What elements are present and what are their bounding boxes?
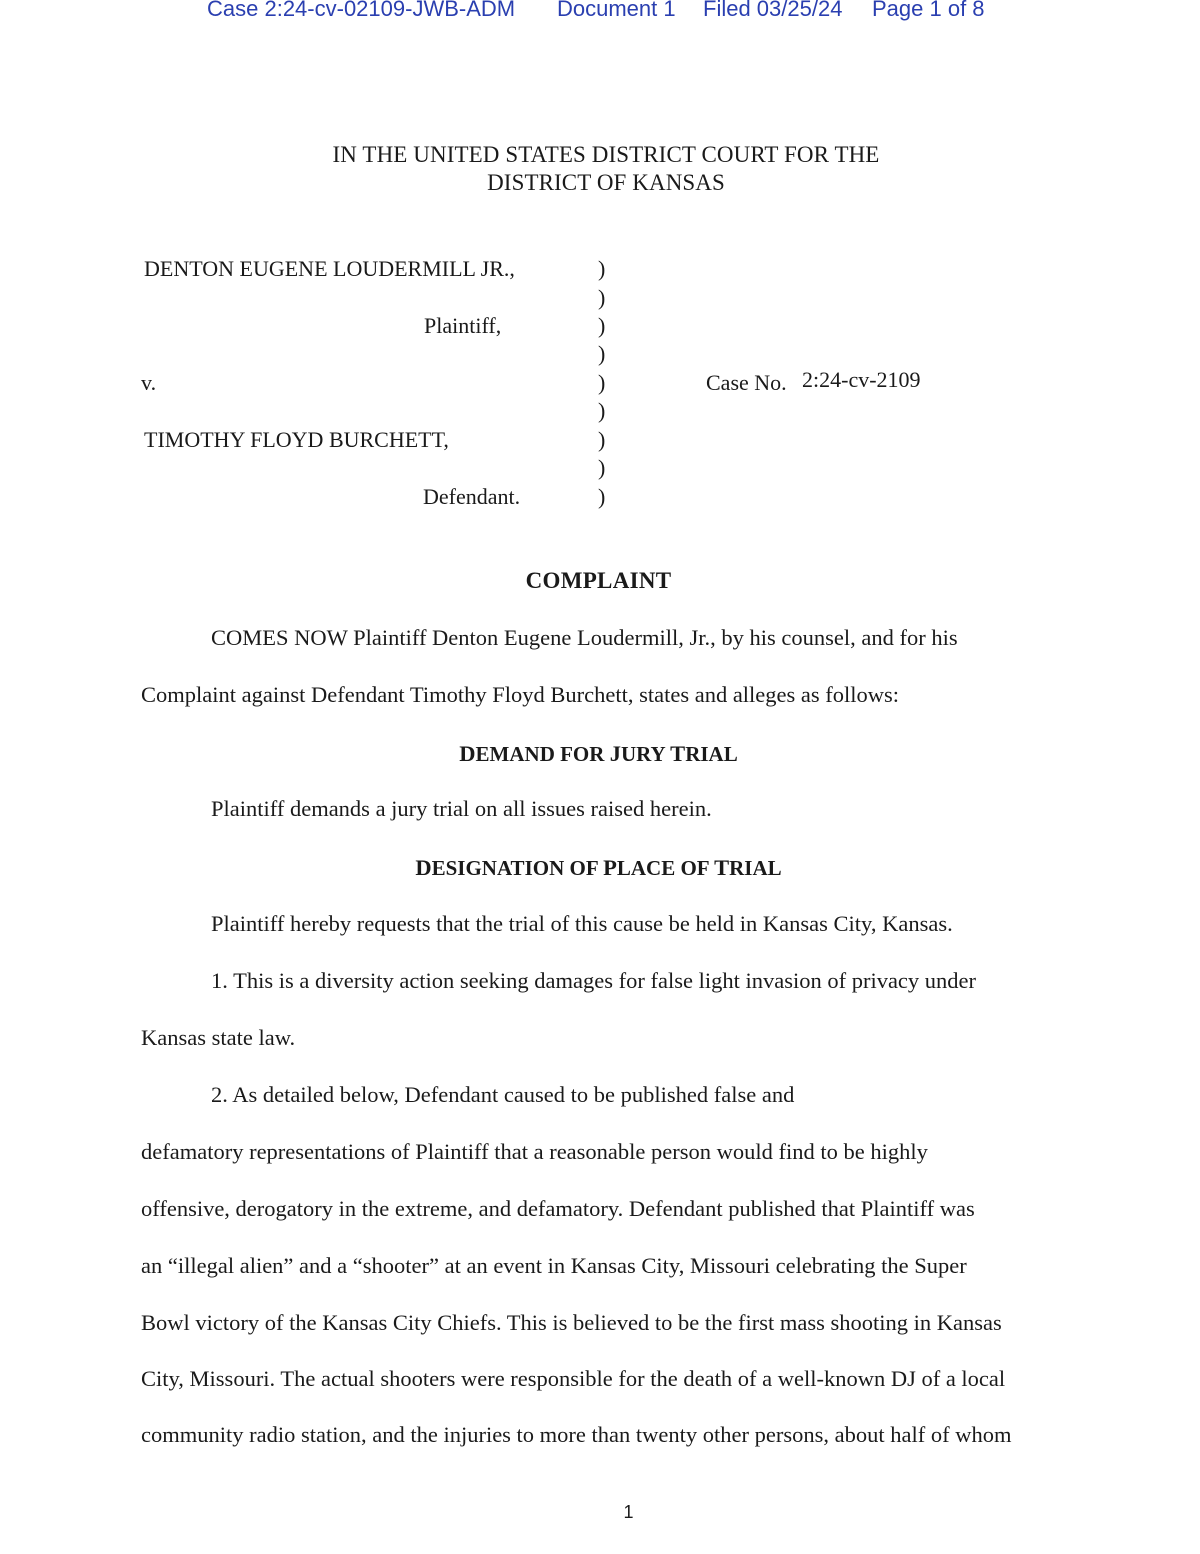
- caption-paren: ): [598, 313, 606, 338]
- heading-initial: D: [459, 741, 476, 766]
- caption-paren: ): [598, 256, 606, 281]
- heading-initial: P: [603, 855, 617, 880]
- heading-smallcaps: LACE OF: [616, 856, 715, 880]
- heading-smallcaps: URY: [620, 742, 671, 766]
- intro-line1: COMES NOW Plaintiff Denton Eugene Loudermill, Jr., by his counsel, and for his: [211, 625, 958, 650]
- paragraph-2-line6: City, Missouri. The actual shooters were responsible for the death of a well-known DJ of a local: [141, 1366, 1006, 1391]
- paragraph-2-line4: an “illegal alien” and a “shooter” at an event in Kansas City, Missouri celebrating the Super: [141, 1253, 967, 1278]
- defendant-name: TIMOTHY FLOYD BURCHETT,: [144, 427, 449, 452]
- versus: v.: [141, 370, 157, 395]
- paragraph-1-line2: Kansas state law.: [141, 1025, 296, 1050]
- caption-paren: ): [598, 370, 606, 395]
- paragraph-2-line3: offensive, derogatory in the extreme, and defamatory. Defendant published that Plaintiff was: [141, 1196, 975, 1221]
- plaintiff-name: DENTON EUGENE LOUDERMILL JR.,: [144, 256, 515, 281]
- heading-smallcaps: EMAND FOR: [475, 742, 610, 766]
- paragraph-2-line5: Bowl victory of the Kansas City Chiefs. This is believed to be the first mass shooting in Kansas: [141, 1310, 1002, 1335]
- defendant-role: Defendant.: [423, 484, 521, 509]
- caption-paren: ): [598, 427, 606, 452]
- place-of-trial-heading: [0, 855, 1197, 881]
- caption-paren: ): [598, 484, 606, 509]
- heading-smallcaps: RIAL: [729, 856, 782, 880]
- heading-initial: T: [670, 741, 686, 766]
- case-number-label: Case No.: [706, 370, 787, 395]
- caption-paren: ): [598, 341, 606, 366]
- paragraph-2-line1: 2. As detailed below, Defendant caused to be published false and: [211, 1082, 795, 1107]
- intro-line2: Complaint against Defendant Timothy Floyd Burchett, states and alleges as follows:: [141, 682, 900, 707]
- caption-paren: ): [598, 398, 606, 423]
- header-filed-date: Filed 03/25/24: [703, 0, 843, 21]
- court-name-line2: DISTRICT OF KANSAS: [487, 170, 725, 195]
- heading-smallcaps: RIAL: [685, 742, 738, 766]
- heading-smallcaps: ESIGNATION OF: [431, 856, 604, 880]
- header-document: Document 1: [557, 0, 676, 21]
- place-of-trial-text: Plaintiff hereby requests that the trial of this cause be held in Kansas City, Kansas.: [211, 911, 953, 936]
- caption-paren: ): [598, 285, 606, 310]
- paragraph-2-line7: community radio station, and the injuries to more than twenty other persons, about half of whom: [141, 1422, 1012, 1447]
- plaintiff-role: Plaintiff,: [424, 313, 502, 338]
- paragraph-2-line2: defamatory representations of Plaintiff that a reasonable person would find to be highly: [141, 1139, 928, 1164]
- document-title: COMPLAINT: [525, 568, 672, 593]
- heading-initial: T: [714, 855, 730, 880]
- heading-initial: D: [415, 855, 432, 880]
- header-page: Page 1 of 8: [872, 0, 985, 21]
- header-case-number: Case 2:24-cv-02109-JWB-ADM: [207, 0, 516, 21]
- caption-paren: ): [598, 455, 606, 480]
- court-name-line1: IN THE UNITED STATES DISTRICT COURT FOR THE: [332, 142, 880, 167]
- case-number-value: 2:24-cv-2109: [802, 367, 921, 392]
- jury-demand-heading: [0, 741, 1197, 767]
- heading-initial: J: [609, 741, 621, 766]
- paragraph-1-line1: 1. This is a diversity action seeking damages for false light invasion of privacy under: [211, 968, 977, 993]
- jury-demand-text: Plaintiff demands a jury trial on all issues raised herein.: [211, 796, 712, 821]
- page-number: 1: [623, 1502, 634, 1522]
